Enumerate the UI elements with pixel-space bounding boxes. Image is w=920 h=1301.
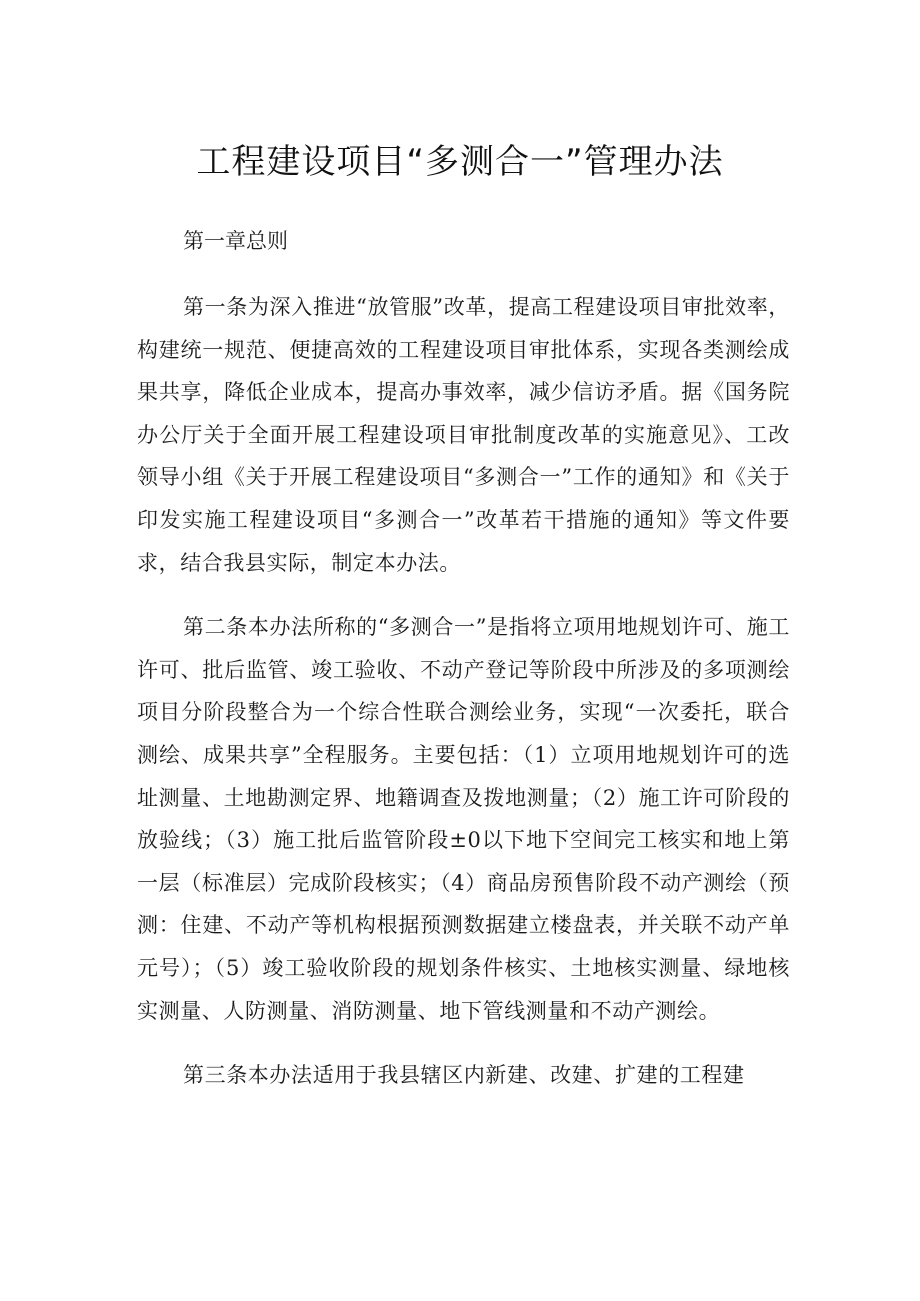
document-title: 工程建设项目“多测合一”管理办法	[196, 142, 724, 182]
document-body	[137, 218, 790, 1097]
article-1-paragraph: 第一条为深入推进“放管服”改革，提高工程建设项目审批效率，构建统一规范、便捷高效的工程建设项目审批体系，实现各类测绘成果共享，降低企业成本，提高办事效率，减少信访矛盾。据《国务院办公厅关于全面开展工程建设项目审批制度改革的实施意见》、工改领导小组《关于开展工程建设项目“多测合一”工作的通知》和《关于印发实施工程建设项目“多测合一”改革若干措施的通知》等文件要求，结合我县实际，制定本办法。	[137, 295, 790, 575]
article-2-paragraph: 第二条本办法所称的“多测合一”是指将立项用地规划许可、施工许可、批后监管、竣工验收、不动产登记等阶段中所涉及的多项测绘项目分阶段整合为一个综合性联合测绘业务，实现“一次委托，联合测绘、成果共享”全程服务。主要包括：（1）立项用地规划许可的选址测量、土地勘测定界、地籍调查及拨地测量；（2）施工许可阶段的放验线；（3）施工批后监管阶段±0以下地下空间完工核实和地上第一层（标准层）完成阶段核实；（4）商品房预售阶段不动产测绘（预测：住建、不动产等机构根据预测数据建立楼盘表，并关联不动产单元号）；（5）竣工验收阶段的规划条件核实、土地核实测量、绿地核实测量、人防测量、消防测量、地下管线测量和不动产测绘。	[137, 615, 790, 1023]
article-3-paragraph: 第三条本办法适用于我县辖区内新建、改建、扩建的工程建	[183, 1063, 745, 1088]
chapter-heading: 第一章总则	[183, 229, 288, 253]
